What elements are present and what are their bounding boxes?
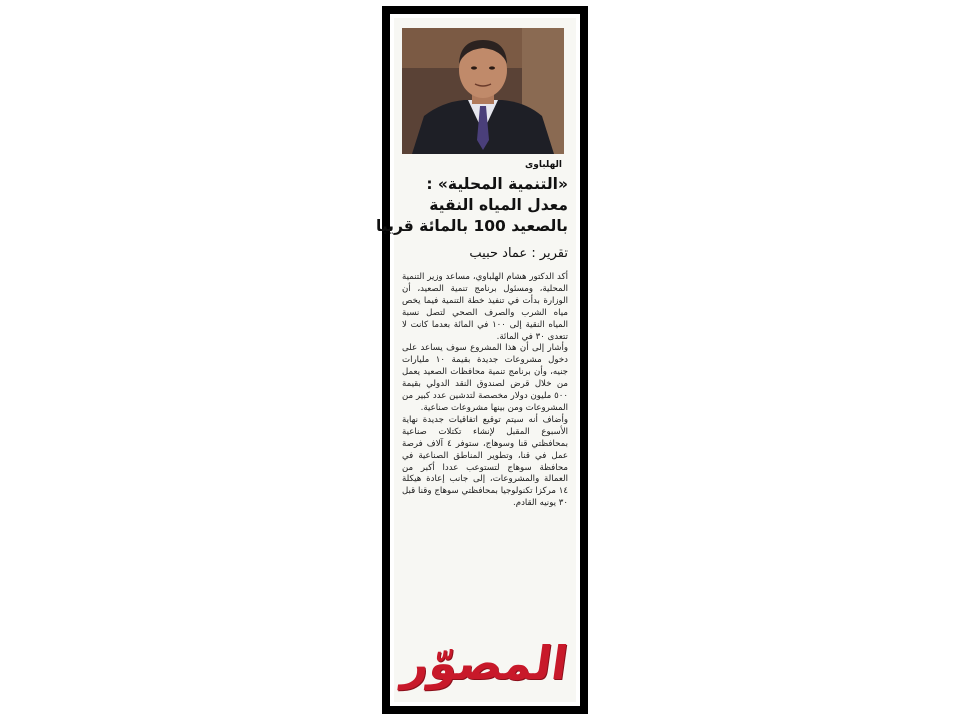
article-body [402, 272, 568, 510]
newspaper-clipping-frame [376, 6, 588, 714]
portrait-illustration [402, 28, 564, 154]
article-byline: تقرير : عماد حبيب [469, 246, 568, 261]
headline-line-2: معدل المياه النقية [429, 196, 568, 214]
article-paragraph: أكد الدكتور هشام الهلباوي، مساعد وزير التنمية المحلية، ومسئول برنامج تنمية الصعيد، أن الوزارة بدأت في تنفيذ خطة التنمية فيما يخص مياه الشرب والصرف الصحي لتصل نسبة المياه النقية إلى ١٠٠ في المائة بعدما كانت لا تتعدى ٣٠ في المائة. [402, 272, 569, 342]
headline-line-1: «التنمية المحلية» : [426, 175, 568, 193]
publication-logo [398, 632, 572, 694]
portrait-photo [402, 28, 564, 154]
photo-caption: الهلباوى [525, 160, 562, 170]
article-headline [376, 174, 568, 237]
headline-line-3: بالصعيد 100 بالمائة قريبا [376, 217, 568, 235]
publication-logo-text: المصوّر [398, 636, 572, 690]
article-paragraph: وأشار إلى أن هذا المشروع سوف يساعد على دخول مشروعات جديدة بقيمة ١٠ مليارات جنيه، وأن برنامج تنمية محافظات الصعيد يعمل من خلال قرض لصندوق النقد الدولي بقيمة ٥٠٠ مليون دولار مخصصة لتدشين عدد كبير من المشروعات ومن بينها مشروعات صناعية. [402, 343, 568, 413]
article-paragraph: وأضاف أنه سيتم توقيع اتفاقيات جديدة نهاية الأسبوع المقبل لإنشاء تكتلات صناعية بمحافظتي قنا وسوهاج، ستوفر ٤ آلاف فرصة عمل في قنا، وتطوير المناطق الصناعية في محافظة سوهاج لتستوعب عددا أكبر من العمالة والمشروعات، إلى جانب إعادة هيكلة ١٤ مركزا تكنولوجيا بمحافظتي سوهاج وقنا قبل ٣٠ يونيه القادم. [402, 414, 568, 509]
newspaper-column [376, 18, 576, 702]
clipping-border [376, 12, 582, 708]
